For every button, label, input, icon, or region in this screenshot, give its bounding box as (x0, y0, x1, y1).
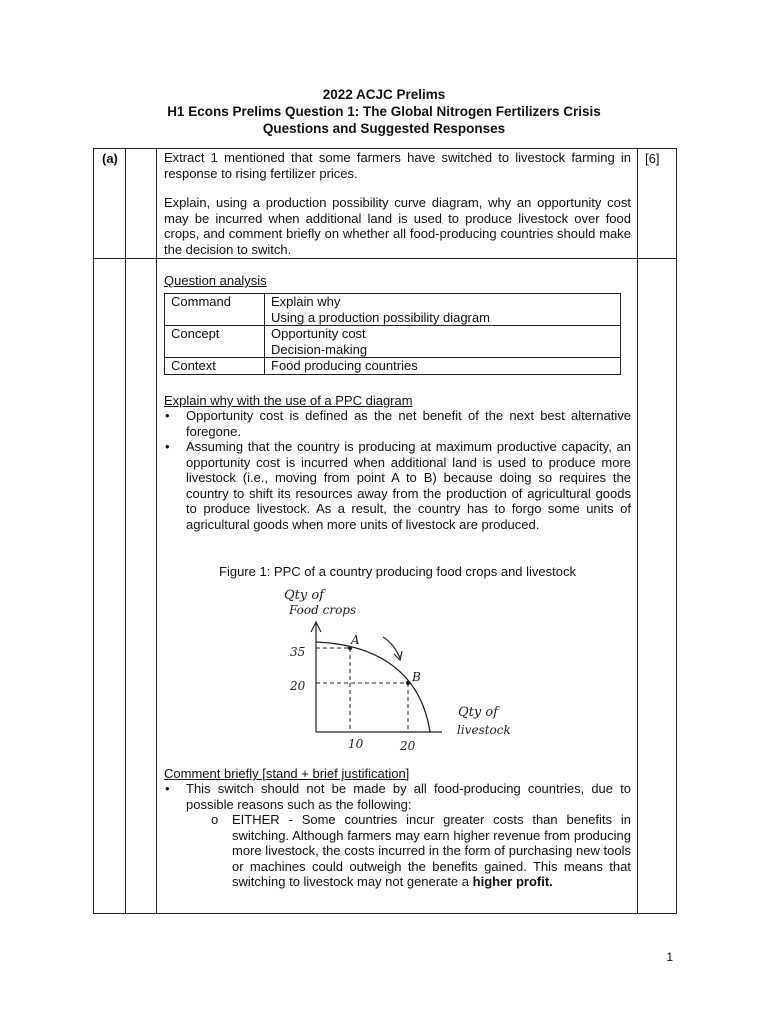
y-tick-label: 20 (290, 679, 306, 693)
y-axis-label-line1: Qty of (284, 588, 324, 603)
question-label: (a) (102, 151, 118, 166)
sub-bullet-icon: o (211, 812, 219, 827)
explain-bullets (164, 408, 631, 532)
list-item (164, 812, 631, 890)
x-tick-label: 10 (348, 737, 364, 751)
bullet-icon: • (165, 408, 170, 423)
analysis-line: Food producing countries (271, 358, 418, 373)
bullet-text: This switch should not be made by all food-producing countries, due to possible reasons such as the following: (186, 781, 631, 812)
sub-bullet-bold-text: higher profit. (472, 874, 553, 889)
analysis-label: Concept (165, 326, 265, 358)
comment-bullets (164, 781, 631, 890)
bullet-icon: • (165, 781, 170, 796)
question-para-2: Explain, using a production possibility curve diagram, why an opportunity cost may be incurred when additional land is used to produce livestock over food crops, and comment briefly on whether all food-producing countries should make the decision to switch. (164, 195, 631, 257)
analysis-line: Using a production possibility diagram (271, 309, 490, 325)
x-axis-label-line1: Qty of (458, 705, 498, 720)
analysis-value (265, 326, 621, 358)
x-axis-label-line2: livestock (457, 723, 511, 737)
x-tick-label: 20 (400, 739, 416, 753)
list-item (164, 781, 631, 812)
question-para-1: Extract 1 mentioned that some farmers have switched to livestock farming in response to rising fertilizer prices. (164, 150, 631, 181)
bullet-icon: • (165, 439, 170, 454)
analysis-value (265, 294, 621, 326)
analysis-label: Context (165, 358, 265, 375)
sub-bullet-text: EITHER - Some countries incur greater costs than benefits in switching. Although farmers may earn higher revenue from producing more livestock, the costs incurred in the form of purchasing new tools or machines could outweigh the benefits gained. This means that switching to livestock may not generate a (232, 812, 631, 889)
explain-heading: Explain why with the use of a PPC diagram (164, 393, 413, 408)
analysis-line: Opportunity cost (271, 326, 366, 341)
list-item (164, 439, 631, 532)
table-row (165, 294, 621, 326)
arrow-head-icon (394, 651, 402, 660)
analysis-value (265, 358, 621, 375)
table-row (165, 358, 621, 375)
movement-arrow (383, 637, 400, 658)
point-a-label: A (351, 633, 360, 647)
point-b-label: B (412, 670, 421, 684)
question-marks: [6] (645, 151, 660, 166)
question-analysis-heading: Question analysis (164, 273, 267, 288)
table-row (165, 326, 621, 358)
comment-heading: Comment briefly [stand + brief justification] (164, 766, 410, 781)
analysis-label: Command (165, 294, 265, 326)
figure-caption: Figure 1: PPC of a country producing food crops and livestock (219, 564, 576, 579)
y-axis-label-line2: Food crops (289, 603, 357, 617)
y-tick-label: 35 (290, 645, 306, 659)
list-item (164, 408, 631, 439)
analysis-line: Explain why (271, 294, 341, 309)
page-number: 1 (666, 950, 673, 964)
question-analysis-table (164, 293, 621, 375)
ppc-diagram (270, 582, 530, 754)
header-line-2: H1 Econs Prelims Question 1: The Global Nitrogen Fertilizers Crisis (167, 104, 601, 119)
ppc-curve (316, 642, 430, 732)
document-header (0, 86, 768, 137)
analysis-line: Decision-making (271, 341, 368, 357)
header-line-1: 2022 ACJC Prelims (322, 87, 446, 102)
bullet-text: Opportunity cost is defined as the net benefit of the next best alternative foregone. (186, 408, 631, 439)
bullet-text: Assuming that the country is producing at maximum productive capacity, an opportunity cost is incurred when additional land is used to produce more livestock (i.e., moving from point A to B) because doing so requires the country to shift its resources away from the production of agricultural goods to produce livestock. As a result, the country has to forgo some units of agricultural goods when more units of livestock are produced. (186, 439, 631, 532)
point-b-marker (406, 681, 410, 685)
header-line-3: Questions and Suggested Responses (262, 121, 506, 136)
